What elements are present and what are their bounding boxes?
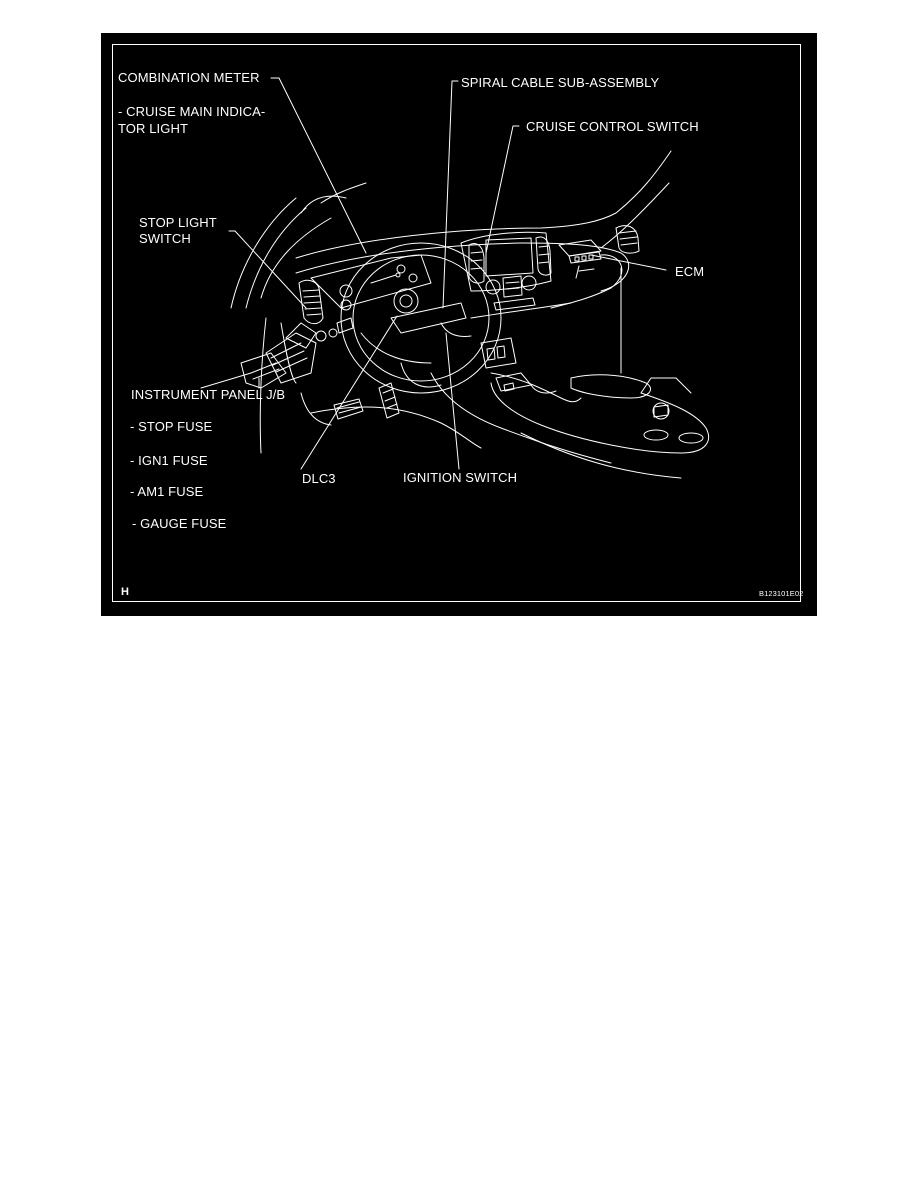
label-spiral-cable: SPIRAL CABLE SUB-ASSEMBLY [461, 75, 660, 90]
figure-code: B123101E02 [759, 589, 804, 598]
label-cruise-control-switch: CRUISE CONTROL SWITCH [526, 119, 699, 134]
label-dlc3: DLC3 [302, 471, 336, 486]
label-instrument-panel-jb: INSTRUMENT PANEL J/B [131, 387, 286, 402]
label-stop-light-switch-line2: SWITCH [139, 231, 191, 246]
label-fuse-gauge: - GAUGE FUSE [132, 516, 227, 531]
label-cruise-main-indicator-line1: - CRUISE MAIN INDICA- [118, 104, 266, 119]
diagram-panel [101, 33, 817, 616]
label-ignition-switch: IGNITION SWITCH [403, 470, 518, 485]
label-fuse-am1: - AM1 FUSE [130, 484, 204, 499]
label-combination-meter: COMBINATION METER [118, 70, 260, 85]
corner-letter: H [121, 586, 130, 598]
label-stop-light-switch-line1: STOP LIGHT [139, 215, 217, 230]
label-cruise-main-indicator-line2: TOR LIGHT [118, 121, 189, 136]
label-ecm: ECM [675, 264, 705, 279]
label-fuse-ign1: - IGN1 FUSE [130, 453, 208, 468]
label-fuse-stop: - STOP FUSE [130, 419, 213, 434]
